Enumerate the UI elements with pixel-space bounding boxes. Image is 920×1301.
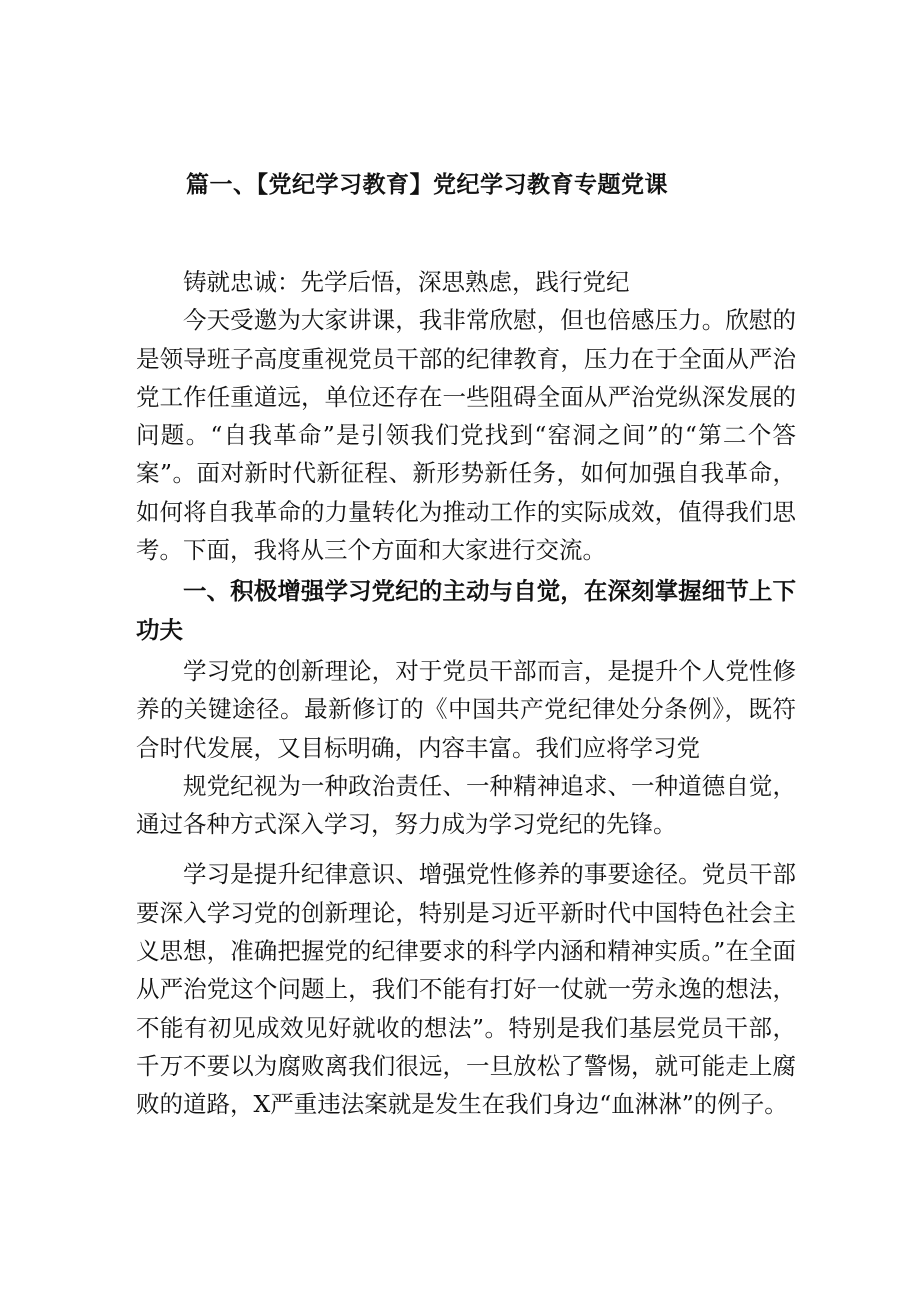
intro-paragraph: 今天受邀为大家讲课，我非常欣慰，但也倍感压力。欣慰的是领导班子高度重视党员干部的纪律教育，压力在于全面从严治党工作任重道远，单位还存在一些阻碍全面从严治党纵深发展的问题。“自我革命”是引领我们党找到“窑洞之间”的“第二个答案”。面对新时代新征程、新形势新任务，如何加强自我革命，如何将自我革命的力量转化为推动工作的实际成效，值得我们思考。下面，我将从三个方面和大家进行交流。 — [136, 306, 796, 565]
section-heading: 一、积极增强学习党纪的主动与自觉，在深刻掌握细节上下功夫 — [136, 577, 796, 644]
body-paragraph: 规党纪视为一种政治责任、一种精神追求、一种道德自觉，通过各种方式深入学习，努力成为学习党纪的先锋。 — [136, 771, 796, 839]
document-title: 篇一、【党纪学习教育】党纪学习教育专题党课 — [186, 172, 668, 198]
subtitle: 铸就忠诚：先学后悟，深思熟虑，践行党纪 — [183, 268, 630, 296]
body-paragraph: 学习是提升纪律意识、增强党性修养的事要途径。党员干部要深入学习党的创新理论，特别是习近平新时代中国特色社会主义思想，准确把握党的纪律要求的科学内涵和精神实质。”在全面从严治党这个问题上，我们不能有打好一仗就一劳永逸的想法，不能有初见成效见好就收的想法”。特别是我们基层党员干部，千万不要以为腐败离我们很远，一旦放松了警惕，就可能走上腐败的道路，X严重违法案就是发生在我们身边“血淋淋”的例子。 — [136, 860, 796, 1119]
body-paragraph: 学习党的创新理论，对于党员干部而言，是提升个人党性修养的关键途径。最新修订的《中国共产党纪律处分条例》，既符合时代发展，又目标明确，内容丰富。我们应将学习党 — [136, 656, 796, 762]
document-body — [136, 263, 796, 1124]
